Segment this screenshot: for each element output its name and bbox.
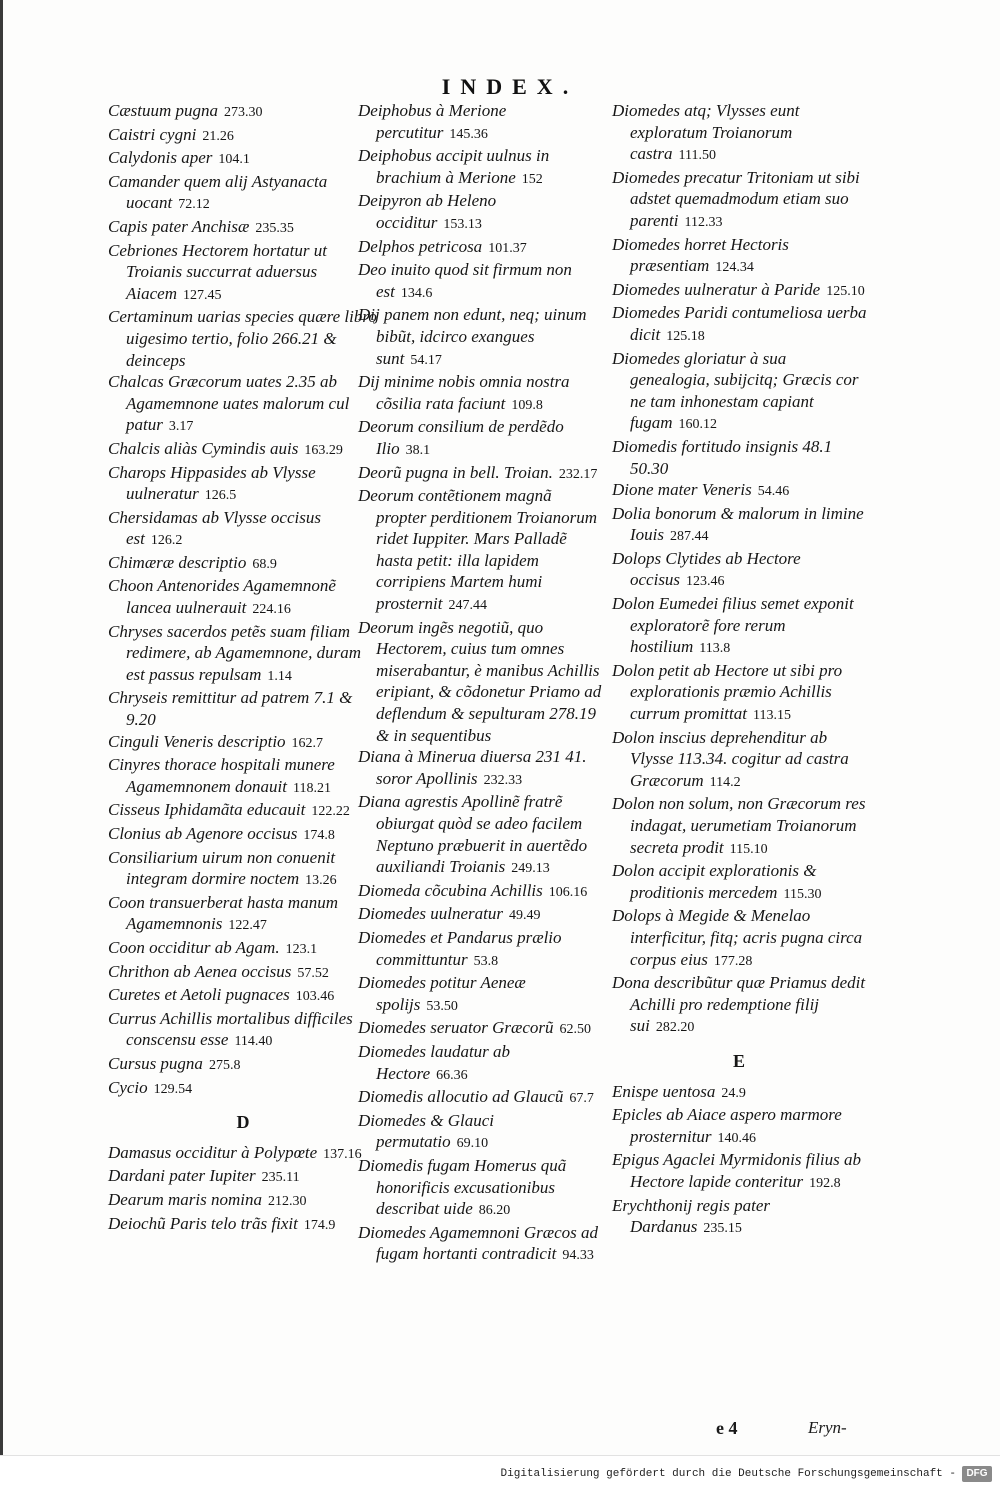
index-entry-reference: 86.20 xyxy=(478,1203,511,1219)
index-entry-reference: 162.7 xyxy=(291,735,324,751)
index-entry-reference: 282.20 xyxy=(655,1020,695,1036)
index-entry-text: Coon occiditur ab Agam. xyxy=(108,937,280,957)
index-entry-reference: 145.36 xyxy=(449,126,488,142)
index-entry xyxy=(108,937,380,961)
index-entry-text: Diomedes atq; Vlysses eunt exploratum Troianorum castra xyxy=(612,101,800,164)
index-entry-reference: 232.17 xyxy=(558,466,598,482)
index-column-3 xyxy=(612,100,868,1240)
index-entry xyxy=(358,100,604,145)
index-entry-reference: 49.49 xyxy=(508,908,541,924)
index-entry-text: Deiphobus accipit uulnus in brachium à Merione xyxy=(358,146,550,187)
index-entry-text: Calydonis aper xyxy=(108,148,213,168)
index-entry xyxy=(108,799,380,823)
index-entry xyxy=(108,1165,380,1189)
index-entry xyxy=(612,1195,868,1240)
index-entry xyxy=(358,791,604,879)
signature-mark: e 4 xyxy=(716,1418,738,1438)
index-entry xyxy=(358,1086,604,1110)
index-entry-text: Clonius ab Agenore occisus xyxy=(108,824,298,843)
index-entry-reference: 62.50 xyxy=(559,1022,591,1038)
index-entry xyxy=(358,1155,604,1222)
index-entry xyxy=(108,1077,380,1101)
index-entry xyxy=(358,903,604,927)
index-entry-text: Dolon non solum, non Græcorum res indagat, uerumetiam Troianorum secreta prodit xyxy=(612,794,866,857)
index-entry xyxy=(612,860,868,905)
index-entry-text: Deorum contẽtionem magnã propter perditionem Troianorum ridet Iuppiter. Mars Palladẽ hasta petit: illa lapidem corripiens Martem humi prosternit xyxy=(358,486,598,614)
index-entry xyxy=(108,552,380,576)
index-entry xyxy=(108,438,380,462)
index-entry xyxy=(108,216,380,240)
index-entry xyxy=(612,167,868,234)
index-entry xyxy=(108,240,380,307)
scan-edge xyxy=(0,0,3,1455)
index-entry-reference: 224.16 xyxy=(252,602,291,618)
index-entry-text: Damasus occiditur à Polypœte xyxy=(108,1142,318,1162)
index-entry-reference: 114.2 xyxy=(709,774,741,790)
index-entry-reference: 24.9 xyxy=(721,1085,746,1101)
index-entry-text: Delphos petricosa xyxy=(358,236,483,256)
index-entry-reference: 118.21 xyxy=(293,780,331,796)
index-entry-reference: 125.10 xyxy=(826,283,865,299)
index-entry-reference: 249.13 xyxy=(511,861,550,877)
index-entry-text: Cinyres thorace hospitali munere Agamemnonem donauit xyxy=(108,755,335,796)
index-entry-reference: 275.8 xyxy=(208,1057,241,1073)
index-entry-text: Diomedes Agamemnoni Græcos ad fugam hortanti contradicit xyxy=(358,1222,599,1264)
index-entry-reference: 21.26 xyxy=(202,128,234,144)
index-entry-reference: 137.16 xyxy=(323,1146,362,1162)
index-entry xyxy=(358,1017,604,1041)
index-entry-text: Diomedes et Pandarus prælio committuntur xyxy=(358,927,562,969)
index-entry xyxy=(358,485,604,617)
index-column-1 xyxy=(108,100,380,1236)
index-entry-reference: 112.33 xyxy=(684,214,723,230)
index-entry-text: Dij panem non edunt, neq; uinum bibũt, idcirco exangues sunt xyxy=(358,305,587,368)
index-entry-reference: 212.30 xyxy=(267,1193,307,1209)
index-entry-text: Consiliarium uirum non conuenit integram dormire noctem xyxy=(108,847,336,889)
index-entry-text: Cæstuum pugna xyxy=(108,101,219,120)
section-letter-heading: E xyxy=(732,1050,747,1071)
index-entry-text: Cisseus Iphidamãta educauit xyxy=(108,800,306,820)
index-entry-text: Curetes et Aetoli pugnaces xyxy=(108,985,290,1005)
index-entry xyxy=(358,304,604,371)
index-entry-reference: 115.30 xyxy=(783,886,822,902)
index-column-2 xyxy=(358,100,604,1267)
index-entry-reference: 122.22 xyxy=(311,804,350,820)
digitization-footer xyxy=(0,1455,1000,1493)
index-entry-reference: 129.54 xyxy=(153,1081,193,1097)
index-entry-reference: 287.44 xyxy=(670,529,709,545)
index-entry-reference: 38.1 xyxy=(405,442,431,458)
index-entry xyxy=(108,847,380,892)
index-entry-reference: 115.10 xyxy=(729,841,768,857)
index-entry-text: Chimæræ descriptio xyxy=(108,552,247,572)
index-entry xyxy=(108,823,380,847)
index-entry-reference: 235.35 xyxy=(255,220,294,236)
index-entry-text: Diomeda cõcubina Achillis xyxy=(358,880,543,900)
index-entry-text: Dolops Clytides ab Hectore occisus xyxy=(612,548,801,590)
index-entry-reference: 54.46 xyxy=(757,484,790,500)
index-entry xyxy=(358,190,604,235)
index-entry-reference: 153.13 xyxy=(443,216,482,232)
index-entry-text: Coon transuerberat hasta manum Agamemnonis xyxy=(108,892,338,934)
index-entry-reference: 192.8 xyxy=(809,1175,841,1191)
index-entry xyxy=(108,1213,380,1237)
index-entry-reference: 101.37 xyxy=(488,240,527,256)
index-entry-reference: 235.15 xyxy=(703,1221,742,1237)
index-entry-reference: 67.7 xyxy=(569,1091,594,1107)
index-entry xyxy=(108,124,380,148)
index-entry-reference: 126.2 xyxy=(150,533,183,549)
index-entry-reference: 57.52 xyxy=(297,965,329,981)
index-entry-reference: 113.15 xyxy=(752,708,791,724)
index-entry-text: Epicles ab Aiace aspero marmore prosternitur xyxy=(612,1105,842,1146)
index-entry-reference: 72.12 xyxy=(178,197,210,213)
index-entry xyxy=(108,575,380,620)
index-entry xyxy=(358,972,604,1017)
index-entry xyxy=(612,972,868,1039)
dfg-logo: DFG xyxy=(962,1466,992,1482)
index-entry-text: Cursus pugna xyxy=(108,1053,203,1073)
index-entry-text: Cycio xyxy=(108,1077,148,1097)
index-entry-reference: 3.17 xyxy=(168,419,194,435)
index-entry-reference: 53.8 xyxy=(473,953,499,969)
index-entry-text: Dione mater Veneris xyxy=(612,480,752,500)
index-entry-reference: 163.29 xyxy=(304,442,343,458)
index-entry-text: Currus Achillis mortalibus difficiles conscensu esse xyxy=(108,1008,353,1050)
index-entry xyxy=(612,100,868,167)
index-entry xyxy=(108,1142,380,1166)
index-entry-reference: 53.50 xyxy=(426,998,458,1014)
index-entry-reference: 174.9 xyxy=(303,1217,336,1233)
index-entry xyxy=(358,416,604,461)
index-entry-text: Epigus Agaclei Myrmidonis filius ab Hectore lapide conteritur xyxy=(612,1150,862,1191)
index-entry-reference: 247.44 xyxy=(448,598,487,614)
index-entry-text: Chersidamas ab Vlysse occisus est xyxy=(108,507,321,549)
index-entry-text: Capis pater Anchisæ xyxy=(108,216,250,236)
index-entry-reference: 13.26 xyxy=(305,873,337,889)
index-entry xyxy=(612,1081,868,1105)
index-entry-text: Cinguli Veneris descriptio xyxy=(108,731,286,751)
index-entry-reference: 1.14 xyxy=(267,668,292,684)
index-entry xyxy=(108,462,380,507)
index-entry-text: Diomedis fugam Homerus quã honorificis excusationibus describat uide xyxy=(358,1155,567,1219)
catchword: Eryn- xyxy=(808,1418,847,1437)
index-entry-text: Diomedis allocutio ad Glaucũ xyxy=(358,1087,564,1107)
index-entry-text: Caistri cygni xyxy=(108,124,197,144)
index-entry xyxy=(108,731,380,755)
index-entry-reference: 160.12 xyxy=(678,417,717,433)
index-entry xyxy=(612,279,868,303)
index-entry-reference: 125.18 xyxy=(666,328,705,344)
index-entry xyxy=(108,100,380,124)
index-entry-text: Deipyron ab Heleno occiditur xyxy=(358,191,497,232)
index-entry-text: Erychthonij regis pater Dardanus xyxy=(612,1195,771,1237)
index-entry-text: Dearum maris nomina xyxy=(108,1189,262,1209)
index-entry xyxy=(108,1008,380,1053)
index-entry-text: Chalcis aliàs Cymindis auis xyxy=(108,438,299,458)
index-entry xyxy=(358,746,604,791)
index-entry xyxy=(108,507,380,552)
index-entry xyxy=(358,1222,604,1267)
index-entry-reference: 123.1 xyxy=(285,941,318,957)
index-entry-reference: 114.40 xyxy=(234,1034,273,1050)
index-entry xyxy=(108,147,380,171)
index-entry-reference: 104.1 xyxy=(218,152,250,168)
section-letter-heading: D xyxy=(236,1112,252,1133)
index-entry-text: Deiochũ Paris telo trãs fixit xyxy=(108,1213,298,1233)
index-entry-text: Dona describũtur quæ Priamus dedit Achilli pro redemptione filij sui xyxy=(612,973,866,1036)
index-entry-reference: 123.46 xyxy=(686,574,725,590)
index-entry-text: Cebriones Hectorem hortatur ut Troianis succurrat aduersus Aiacem xyxy=(108,240,327,303)
index-entry xyxy=(612,660,868,727)
index-entry-reference: 174.8 xyxy=(303,828,335,843)
index-entry xyxy=(358,617,604,747)
index-entry-reference: 94.33 xyxy=(562,1248,594,1264)
index-entry-text: Dardani pater Iupiter xyxy=(108,1166,256,1186)
index-entry-text: Diomedes gloriatur à sua genealogia, subijcitq; Græcis cor ne tam inhonestam capiant fugam xyxy=(612,348,859,433)
index-entry-text: Dolon accipit explorationis & proditionis mercedem xyxy=(612,861,817,902)
index-entry-reference: 232.33 xyxy=(483,772,523,788)
index-entry-reference: 69.10 xyxy=(456,1136,489,1152)
index-entry-text: Dolon Eumedei filius semet exponit exploratorẽ fore rerum hostilium xyxy=(612,594,854,657)
index-entry-text: Diomedes uulneratur à Paride xyxy=(612,279,821,299)
index-entry-text: Dolon inscius deprehenditur ab Vlysse 113.34. cogitur ad castra Græcorum xyxy=(612,727,849,790)
index-entry-text: Charops Hippasides ab Vlysse uulneratur xyxy=(108,462,316,504)
index-entry-text: Diana à Minerua diuersa 231 41. soror Apollinis xyxy=(358,747,587,788)
index-entry xyxy=(108,171,380,216)
index-entry-text: Diomedis fortitudo insignis 48.1 50.30 xyxy=(612,436,833,478)
index-entry-text: Chryses sacerdos petẽs suam filiam redimere, ab Agamemnone, duram est passus repulsam xyxy=(108,621,361,684)
index-entry-reference: 273.30 xyxy=(224,105,263,120)
index-entry xyxy=(612,793,868,860)
index-entry xyxy=(612,348,868,436)
index-entry-text: Diomedes potitur Aeneæ spolijs xyxy=(358,973,526,1014)
index-entry xyxy=(358,1041,604,1086)
index-entry-text: Diomedes seruator Græcorũ xyxy=(358,1018,554,1038)
index-entry xyxy=(358,880,604,904)
index-entry-reference: 109.8 xyxy=(511,397,543,413)
index-entry-reference: 127.45 xyxy=(182,287,222,303)
index-entry xyxy=(108,1189,380,1213)
index-entry-text: Diomedes Paridi contumeliosa uerba dicit xyxy=(612,303,867,344)
index-entry-reference: 140.46 xyxy=(717,1130,757,1146)
index-entry xyxy=(358,259,604,304)
index-entry-reference: 177.28 xyxy=(713,953,753,969)
index-entry-text: Choon Antenorides Agamemnonẽ lancea uulnerauit xyxy=(108,576,336,618)
index-entry xyxy=(108,984,380,1008)
index-entry xyxy=(612,727,868,794)
index-entry-text: Diomedes precatur Tritoniam ut sibi adstet quemadmodum etiam suo parenti xyxy=(612,167,860,230)
index-entry-reference: 113.8 xyxy=(699,641,731,657)
index-entry-reference: 152 xyxy=(521,171,543,187)
index-entry-text: Certaminum uarias species quære libro uigesimo tertio, folio 266.21 & deinceps xyxy=(108,307,377,370)
index-entry xyxy=(108,1053,380,1077)
index-entry-text: Dolops à Megide & Menelao interficitur, fitq; acris pugna circa corpus eius xyxy=(612,906,863,969)
index-entry-text: Deiphobus à Merione percutitur xyxy=(358,101,507,142)
index-entry xyxy=(108,892,380,937)
index-entry-reference: 235.11 xyxy=(261,1170,300,1186)
index-entry xyxy=(612,302,868,347)
index-entry-text: Dolia bonorum & malorum in limine Iouis xyxy=(612,503,864,545)
index-entry-text: Dolon petit ab Hectore ut sibi pro explorationis præmio Achillis currum promittat xyxy=(612,660,843,724)
index-entry xyxy=(358,236,604,260)
index-entry xyxy=(612,436,868,479)
index-entry xyxy=(612,479,868,503)
index-entry xyxy=(108,754,380,799)
index-entry xyxy=(358,371,604,416)
index-entry xyxy=(612,905,868,972)
index-entry-reference: 68.9 xyxy=(252,556,277,572)
index-entry xyxy=(108,687,380,730)
index-entry-text: Diomedes laudatur ab Hectore xyxy=(358,1041,511,1083)
index-entry-text: Camander quem alij Astyanacta uocant xyxy=(108,171,328,213)
index-entry-text: Diomedes uulneratur xyxy=(358,904,503,924)
index-entry-text: Chryseis remittitur ad patrem 7.1 & 9.20 xyxy=(108,688,353,730)
index-entry-reference: 66.36 xyxy=(436,1067,468,1083)
index-entry-reference: 111.50 xyxy=(678,148,716,164)
index-entry-reference: 126.5 xyxy=(204,488,237,504)
index-entry xyxy=(108,621,380,688)
index-entry-text: Deorum ingẽs negotiũ, quo Hectorem, cuius tum omnes miserabantur, è manibus Achillis eripiant, & cõdonetur Priamo ad deflendum & sepulturam 278.19 & in sequentibus xyxy=(358,617,602,745)
running-head: INDEX. xyxy=(441,74,579,99)
index-entry-reference: 122.47 xyxy=(228,918,267,934)
index-entry xyxy=(358,462,604,486)
index-entry xyxy=(612,548,868,593)
index-entry-reference: 103.46 xyxy=(295,989,335,1005)
index-entry xyxy=(358,927,604,972)
index-entry xyxy=(612,593,868,660)
index-entry-text: Dij minime nobis omnia nostra cõsilia rata faciunt xyxy=(358,372,570,413)
index-entry-text: Chrithon ab Aenea occisus xyxy=(108,961,292,981)
index-entry-text: Diomedes horret Hectoris præsentiam xyxy=(612,234,789,276)
index-entry xyxy=(612,503,868,548)
index-entry-reference: 106.16 xyxy=(548,884,588,900)
index-entry xyxy=(612,1149,868,1194)
index-entry-text: Enispe uentosa xyxy=(612,1081,716,1101)
index-entry-text: Diana agrestis Apollinẽ fratrẽ obiurgat quòd se adeo facilem Neptuno præbuerit in auertẽdo auxiliandi Troianis xyxy=(358,792,588,877)
index-entry-text: Chalcas Græcorum uates 2.35 ab Agamemnone uates malorum cul patur xyxy=(108,372,350,435)
index-entry-text: Deo inuito quod sit firmum non est xyxy=(358,260,572,301)
index-entry xyxy=(612,234,868,279)
index-entry xyxy=(358,1110,604,1155)
index-entry-text: Deorũ pugna in bell. Troian. xyxy=(358,462,553,482)
index-entry xyxy=(358,145,604,190)
index-entry-text: Diomedes & Glauci permutatio xyxy=(358,1110,494,1152)
index-entry-reference: 134.6 xyxy=(400,285,433,301)
index-entry xyxy=(108,961,380,985)
index-entry-text: Deorum consilium de perdẽdo Ilio xyxy=(358,417,564,458)
index-entry-reference: 54.17 xyxy=(410,352,442,368)
footer-credit-text: Digitalisierung gefördert durch die Deutsche Forschungsgemeinschaft - xyxy=(500,1468,956,1480)
index-entry xyxy=(108,371,380,438)
index-entry xyxy=(108,306,380,371)
index-entry-reference: 124.34 xyxy=(715,260,754,276)
index-entry xyxy=(612,1104,868,1149)
